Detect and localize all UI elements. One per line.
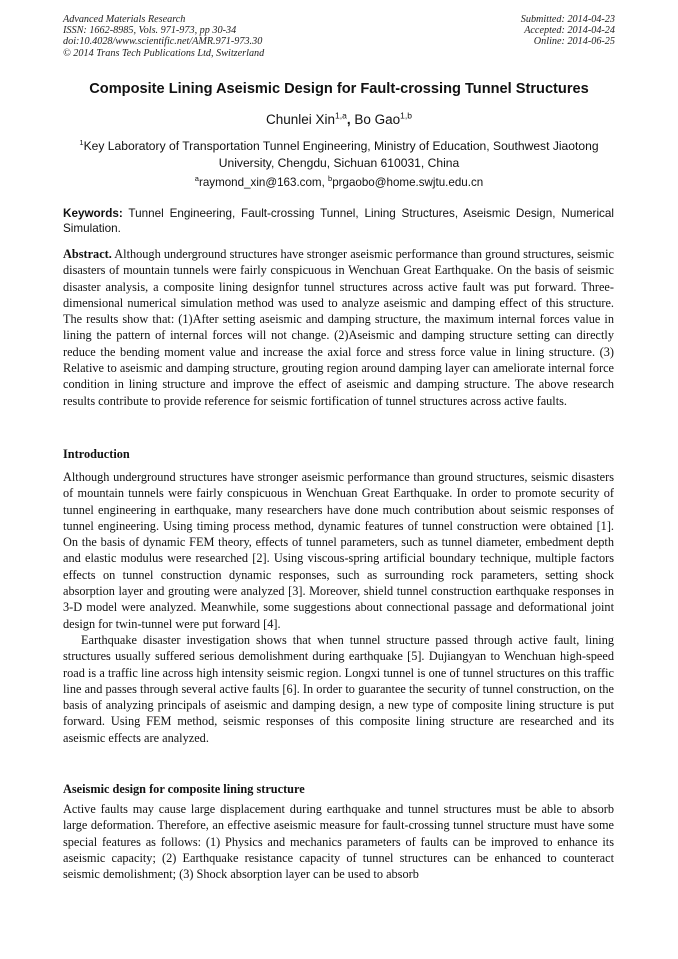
dates-header (521, 14, 615, 48)
copyright-line: © 2014 Trans Tech Publications Ltd, Switzerland (63, 47, 265, 59)
paragraph: Earthquake disaster investigation shows that when tunnel structure passed through active fault, lining structures usually suffered serious demolishment during earthquake [5]. Dujiangyan to Wenchuan high-speed road is a traffic line across high intensity seismic region. Longxi tunnel is one of tunnel structures on this traffic line and passes through several active faults [6]. In order to guarantee the security of tunnel construction, on the basis of analyzing principals of aseismic and damping design, a new type of composite lining structure is put forward. Using FEM method, seismic responses of this composite lining structure are researched and its aseismic effects are analyzed. (63, 632, 614, 745)
affiliation-text: Key Laboratory of Transportation Tunnel Engineering, Ministry of Education, Southwest Jiaotong University, Chengdu, Sichuan 610031, China (83, 139, 599, 170)
section-heading: Introduction (63, 447, 130, 461)
author-line (0, 111, 678, 129)
email-line (0, 175, 678, 191)
journal-name: Advanced Materials Research (63, 14, 186, 25)
author-name: Chunlei Xin (265, 112, 336, 127)
paragraph: Active faults may cause large displacement during earthquake and tunnel structures must be able to absorb large deformation. Therefore, an effective aseismic measure for fault-crossing tunnel structure must have some special features as follows: (1) Physics and mechanics parameters of faults can be improved to enhance its aseismic capacity; (2) Earthquake resistance capacity of tunnel structures can be enhanced to counteract seismic demolishment; (3) Shock absorption layer can be used to absorb (63, 802, 614, 882)
email-superscript: b (328, 174, 333, 184)
journal-header (63, 14, 264, 59)
introduction-body (63, 469, 614, 746)
accepted-date: Accepted: 2014-04-24 (524, 25, 615, 37)
section-heading: Aseismic design for composite lining structure (63, 782, 305, 796)
submitted-date: Submitted: 2014-04-23 (520, 14, 615, 25)
online-date: Online: 2014-06-25 (533, 36, 615, 48)
email-superscript: a (194, 174, 199, 184)
design-section-body (63, 801, 614, 882)
abstract-text: Although underground structures have stronger aseismic performance than ground structures, seismic disasters of mountain tunnels were fairly conspicuous in Wenchuan Great Earthquake. On the basis of seismic disaster analysis, a composite lining designfor tunnel structures across active fault was put forward. Three-dimensional numerical simulation method was used to analyze aseismic and damping effect of this structure. The results show that: (1)After setting aseismic and damping structure, the maximum internal forces value in lining the pattern of internal forces will not change. (2)Aseismic and damping structure setting can directly reduce the bending moment value and increase the axial force and stress force value in lining structure. (3) Relative to aseismic and damping structure, grouting region around damping layer can ameliorate internal force condition in lining structure and improve the effect of aseismic and damping structure. The above research results contribute to provide reference for seismic fortification of tunnel structures across active faults. (63, 247, 614, 408)
doi-line[interactable]: doi:10.4028/www.scientific.net/AMR.971-973.30 (63, 36, 263, 48)
affiliation (62, 138, 616, 171)
abstract-label: Abstract. (63, 247, 112, 261)
keywords-text: Tunnel Engineering, Fault-crossing Tunnel, Lining Structures, Aseismic Design, Numerical Simulation. (63, 207, 614, 236)
keywords (63, 206, 614, 236)
author-separator: , (346, 112, 351, 127)
author-superscript: 1,b (400, 110, 412, 121)
abstract (63, 246, 614, 409)
issn-line: ISSN: 1662-8985, Vols. 971-973, pp 30-34 (63, 25, 237, 37)
email-address[interactable]: raymond_xin@163.com, (198, 176, 329, 189)
author-name: Bo Gao (354, 112, 401, 127)
keywords-label: Keywords: (63, 207, 123, 220)
author-superscript: 1,a (335, 110, 347, 121)
paper-title: Composite Lining Aseismic Design for Fault-crossing Tunnel Structures (89, 81, 589, 97)
affiliation-superscript: 1 (79, 137, 84, 147)
email-address[interactable]: prgaobo@home.swjtu.edu.cn (332, 176, 484, 189)
paragraph: Although underground structures have stronger aseismic performance than ground structures, seismic disasters of mountain tunnels were fairly conspicuous in Wenchuan Great Earthquake. In order to promote security of tunnel engineering in earthquake, many researchers have done much contribution about seismic responses of tunnel engineering. Using timing process method, dynamic features of tunnel construction were obtained [1]. On the basis of dynamic FEM theory, effects of tunnel parameters, such as tunnel diameter, embedment depth and elastic modulus were researched [2]. Using viscous-spring artificial boundary technique, multiple factors effects on tunnel construction dynamic responses, such as surrounding rock parameters, setting shock absorption layer and grouting were analyzed [3]. Moreover, shield tunnel construction earthquake responses in 3-D model were analyzed. Meanwhile, some suggestions about connectional passage and deformational joint design for twin-tunnel were put forward [4]. (63, 470, 614, 631)
